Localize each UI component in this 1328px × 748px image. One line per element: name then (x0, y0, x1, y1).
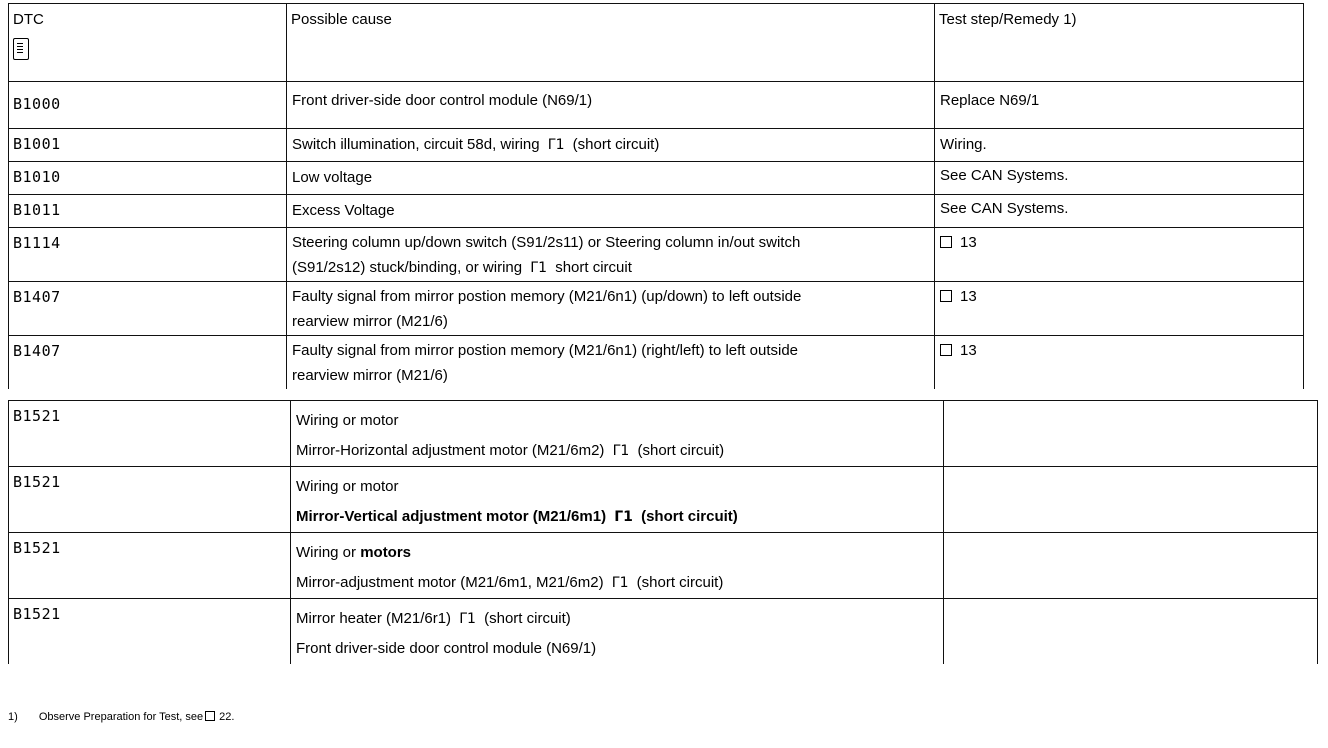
dtc-code: B1000 (9, 82, 287, 129)
table-row (9, 467, 1318, 533)
table-row (9, 162, 1304, 195)
footnote-text: Observe Preparation for Test, see (38, 711, 204, 723)
remedy-text: See CAN Systems. (935, 195, 1304, 228)
footnote-ref: 22. (219, 711, 235, 723)
gamma-symbol: Γ1 (547, 137, 565, 153)
remedy-cell (935, 228, 1304, 282)
remedy-text: 13 (960, 288, 977, 305)
header-cause: Possible cause (291, 11, 392, 28)
cause-text-bold: motors (360, 544, 412, 561)
cause-text: Mirror-adjustment motor (M21/6m1, M21/6m2) (296, 574, 604, 591)
cause-cell (287, 129, 935, 162)
dtc-code: B1407 (9, 336, 287, 389)
cause-text: (short circuit) (636, 574, 724, 591)
cause-text: (short circuit) (637, 442, 725, 459)
remedy-text: See CAN Systems. (935, 162, 1304, 195)
cause-text: (short circuit) (572, 136, 660, 153)
manual-reference-icon (940, 236, 952, 248)
gamma-symbol: Γ1 (459, 611, 476, 627)
cause-text: Excess Voltage (287, 195, 935, 228)
cause-line: rearview mirror (M21/6) (292, 313, 448, 330)
dtc-code: B1011 (9, 195, 287, 228)
header-dtc-cell (9, 4, 287, 82)
table-row (9, 195, 1304, 228)
table-row (9, 533, 1318, 599)
cause-text: (S91/2s12) stuck/binding, or wiring (292, 259, 523, 276)
table-row (9, 336, 1304, 389)
cause-line: rearview mirror (M21/6) (292, 367, 448, 384)
cause-cell (291, 599, 944, 665)
cause-line-2 (292, 255, 934, 281)
dtc-table-upper (8, 3, 1304, 389)
cause-cell (287, 228, 935, 282)
cause-line (296, 538, 943, 568)
dtc-code: B1114 (9, 228, 287, 282)
cause-text: Low voltage (287, 162, 935, 195)
cause-text: (short circuit) (641, 508, 738, 525)
table-row (9, 401, 1318, 467)
cause-line: Faulty signal from mirror postion memory (M21/6n1) (up/down) to left outside (292, 288, 802, 305)
remedy-cell-empty (944, 401, 1318, 467)
gamma-symbol: Γ1 (612, 443, 630, 459)
tester-icon (13, 38, 29, 60)
dtc-code: B1521 (9, 401, 291, 467)
cause-line-2 (296, 502, 943, 532)
cause-line-2 (296, 568, 943, 598)
remedy-text: Replace N69/1 (935, 82, 1304, 129)
table-row (9, 129, 1304, 162)
remedy-cell-empty (944, 533, 1318, 599)
table-row (9, 599, 1318, 665)
cause-text: Wiring or (296, 544, 357, 561)
remedy-text: 13 (960, 342, 977, 359)
remedy-cell (935, 282, 1304, 336)
table-row (9, 282, 1304, 336)
cause-cell (291, 533, 944, 599)
cause-cell (287, 282, 935, 336)
cause-text: Mirror heater (M21/6r1) (296, 610, 452, 627)
cause-cell (287, 336, 935, 389)
cause-text: Mirror-Vertical adjustment motor (M21/6m1) (296, 508, 607, 525)
header-remedy-cell (935, 4, 1304, 82)
cause-cell (291, 401, 944, 467)
cause-line (296, 604, 943, 634)
dtc-code: B1407 (9, 282, 287, 336)
footnote (8, 711, 234, 723)
cause-text: Switch illumination, circuit 58d, wiring (292, 136, 540, 153)
cause-line: Wiring or motor (296, 478, 399, 495)
dtc-code: B1521 (9, 533, 291, 599)
dtc-code: B1001 (9, 129, 287, 162)
gamma-symbol: Γ1 (614, 509, 633, 525)
manual-reference-icon (940, 344, 952, 356)
table-row (9, 228, 1304, 282)
manual-reference-icon (940, 290, 952, 302)
cause-cell (291, 467, 944, 533)
cause-line: Front driver-side door control module (N69/1) (296, 640, 597, 657)
manual-reference-icon (205, 711, 215, 721)
dtc-code: B1521 (9, 467, 291, 533)
cause-text: (short circuit) (484, 610, 571, 627)
dtc-code: B1521 (9, 599, 291, 665)
cause-line: Steering column up/down switch (S91/2s11) or Steering column in/out switch (292, 234, 801, 251)
cause-text: Front driver-side door control module (N69/1) (287, 82, 935, 129)
header-row (9, 4, 1304, 82)
remedy-text: Wiring. (935, 129, 1304, 162)
gamma-symbol: Γ1 (611, 575, 629, 591)
footnote-number: 1) (8, 711, 18, 723)
dtc-table-lower (8, 400, 1318, 664)
cause-text: short circuit (555, 259, 632, 276)
remedy-cell-empty (944, 599, 1318, 665)
header-cause-cell (287, 4, 935, 82)
dtc-code: B1010 (9, 162, 287, 195)
gamma-symbol: Γ1 (530, 260, 548, 276)
cause-line-2 (296, 436, 943, 466)
cause-line: Faulty signal from mirror postion memory (M21/6n1) (right/left) to left outside (292, 342, 799, 359)
header-remedy: Test step/Remedy 1) (939, 11, 1077, 28)
table-row (9, 82, 1304, 129)
remedy-cell-empty (944, 467, 1318, 533)
cause-text: Mirror-Horizontal adjustment motor (M21/6m2) (296, 442, 605, 459)
remedy-text: 13 (960, 234, 977, 251)
header-dtc: DTC (13, 11, 44, 28)
remedy-cell (935, 336, 1304, 389)
cause-line: Wiring or motor (296, 412, 399, 429)
